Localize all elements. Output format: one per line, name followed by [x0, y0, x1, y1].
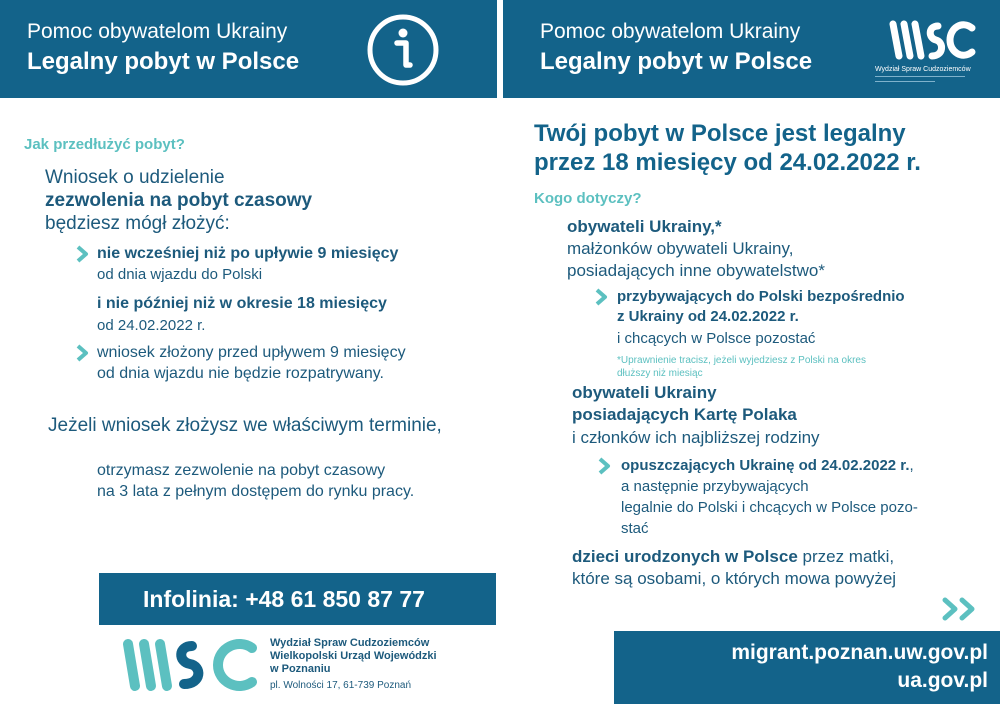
g3-line-2: które są osobami, o których mowa powyżej: [572, 569, 897, 588]
g3-bold: dzieci urodzonych w Polsce: [572, 547, 798, 566]
g2b-line-2: a następnie przybywających: [621, 478, 809, 495]
note-line-2: dłuższy niż miesiąc: [617, 368, 703, 379]
left-header: [0, 0, 497, 98]
g2b-line-3: legalnie do Polski i chcących w Polsce pozo-: [621, 499, 918, 516]
intro-line-1: Wniosek o udzielenie: [45, 167, 225, 188]
b2-line-2: od dnia wjazdu nie będzie rozpatrywany.: [97, 365, 384, 382]
g2-line-1: obywateli Ukrainy: [572, 383, 717, 402]
g2-line-2: posiadających Kartę Polaka: [572, 405, 797, 424]
logo-caption: Wydział Spraw Cudzoziemców: [875, 66, 971, 73]
result-line-2: na 3 lata z pełnym dostępem do rynku pracy.: [97, 483, 415, 500]
intro-line-3: będziesz mógł złożyć:: [45, 213, 230, 234]
b1-line-1: nie wcześniej niż po upływie 9 miesięcy: [97, 245, 399, 262]
intro-line-2: zezwolenia na pobyt czasowy: [45, 190, 313, 211]
b1-line-4: od 24.02.2022 r.: [97, 317, 206, 334]
infoline-phone: Infolinia: +48 61 850 87 77: [143, 586, 425, 612]
chevron-right-icon: [74, 244, 90, 264]
result-line-1: otrzymasz zezwolenie na pobyt czasowy: [97, 462, 386, 479]
logo-caption-line: [875, 81, 935, 82]
chevron-right-icon: [593, 287, 609, 307]
b2-line-1: wniosek złożony przed upływem 9 miesięcy: [97, 344, 406, 361]
note: [617, 354, 866, 380]
info-icon: [366, 13, 440, 87]
link-migrant[interactable]: migrant.poznan.uw.gov.pl: [731, 641, 988, 664]
g1-line-3: posiadających inne obywatelstwo*: [567, 261, 825, 280]
chevron-right-icon: [596, 456, 612, 476]
g2b-bold: opuszczających Ukrainę od 24.02.2022 r.: [621, 457, 910, 474]
office-address: pl. Wolności 17, 61-739 Poznań: [270, 680, 412, 691]
office-name: [270, 637, 437, 676]
right-section-title: Kogo dotyczy?: [534, 190, 642, 207]
double-chevron-right-icon: [940, 596, 982, 622]
left-section-title: Jak przedłużyć pobyt?: [24, 136, 185, 153]
g1b-line-3: i chcących w Polsce pozostać: [617, 330, 816, 347]
wsc-logo-header: [888, 18, 978, 62]
g2-line-3: i członków ich najbliższej rodziny: [572, 428, 820, 447]
g1b-line-1: przybywających do Polski bezpośrednio: [617, 288, 905, 305]
headline: [534, 119, 921, 177]
condition-text: Jeżeli wniosek złożysz we właściwym terminie,: [48, 415, 442, 436]
right-header: [503, 0, 1000, 98]
note-line-1: *Uprawnienie tracisz, jeżeli wyjedziesz z Polski na okres: [617, 355, 866, 366]
b1-line-3: i nie później niż w okresie 18 miesięcy: [97, 295, 387, 312]
b1-line-2: od dnia wjazdu do Polski: [97, 266, 263, 283]
g2b-line-1: [621, 455, 914, 476]
links-bar: [614, 631, 1000, 704]
g3-line-1: [572, 546, 894, 567]
office-line-3: w Poznaniu: [270, 663, 331, 675]
chevron-right-icon: [74, 343, 90, 363]
right-header-subtitle: Pomoc obywatelom Ukrainy: [540, 20, 801, 43]
left-header-subtitle: Pomoc obywatelom Ukrainy: [27, 20, 288, 43]
g2b-line-4: stać: [621, 520, 649, 537]
right-header-title: Legalny pobyt w Polsce: [540, 48, 813, 75]
office-line-2: Wielkopolski Urząd Wojewódzki: [270, 650, 437, 662]
g1b-line-2: z Ukrainy od 24.02.2022 r.: [617, 308, 799, 325]
headline-line-2: przez 18 miesięcy od 24.02.2022 r.: [534, 149, 921, 176]
link-ua-gov[interactable]: ua.gov.pl: [897, 669, 988, 692]
headline-line-1: Twój pobyt w Polsce jest legalny: [534, 120, 906, 147]
left-header-title: Legalny pobyt w Polsce: [27, 48, 300, 75]
office-line-1: Wydział Spraw Cudzoziemców: [270, 637, 430, 649]
infoline-bar: [99, 573, 496, 625]
wsc-logo-footer: [120, 636, 260, 694]
g1-line-2: małżonków obywateli Ukrainy,: [567, 239, 794, 258]
g1-line-1: obywateli Ukrainy,*: [567, 217, 722, 236]
g3-rest: przez matki,: [797, 547, 895, 566]
logo-caption-line: [875, 76, 965, 77]
g2b-comma: ,: [909, 457, 914, 474]
